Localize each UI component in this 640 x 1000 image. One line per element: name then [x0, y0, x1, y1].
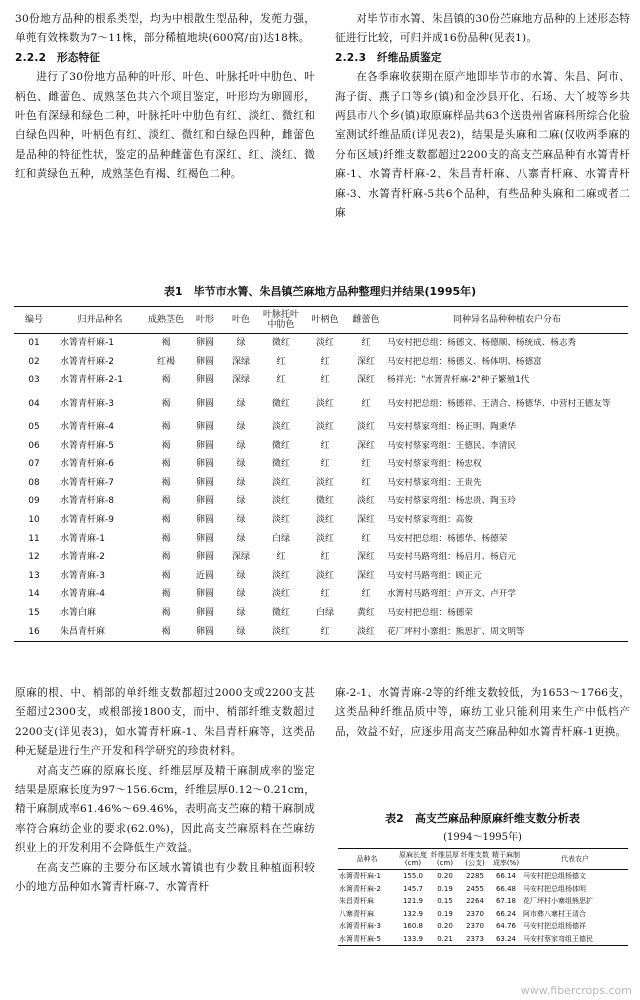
- table1-cell-dist: 马安村蔡家弯组：杨忠权: [387, 459, 482, 470]
- table1-cell-bud: 红: [361, 459, 371, 470]
- table2-cell-rate: 66.14: [495, 872, 517, 881]
- table2-cell-name: 水箐青杆麻-2: [339, 884, 381, 893]
- table2-cell-len: 160.8: [402, 922, 424, 931]
- table1-cell-bud: 红: [361, 589, 371, 600]
- table1-cell-shape: 卵圆: [195, 608, 214, 619]
- table1-cell-name: 朱昌青杆麻: [54, 622, 146, 641]
- paragraph: 在高支苎麻的主要分布区域水箐镇也有少数且种植面积较小的地方品种如水箐青杆麻-7、水箐青杆: [15, 861, 315, 894]
- table1-row: [14, 511, 628, 530]
- section-heading-2-2-3: 2.2.3 纤维品质鉴定: [335, 51, 442, 64]
- table1-cell-stem: 褐: [161, 533, 171, 544]
- text-column-left-top: [15, 10, 315, 185]
- table1-cell-name: 水箐青杆麻-9: [60, 515, 114, 526]
- table1-cell-no: 12: [28, 552, 40, 563]
- table2-cell-name: 朱昌青杆麻: [339, 897, 374, 906]
- table2-header: 原麻长度(cm): [396, 849, 430, 870]
- table1-cell-leaf: 深绿: [231, 375, 250, 386]
- table2-cell-count: 2370: [466, 909, 484, 918]
- table1-cell-name: 水箐青麻-4: [60, 589, 105, 600]
- table1-cell-midrib: 红: [276, 552, 286, 563]
- table1-cell-stem: 褐: [161, 398, 171, 409]
- table1-cell-shape: 卵圆: [195, 398, 214, 409]
- table1-cell-no: 13: [28, 570, 40, 581]
- table1-cell-dist: 水箐村马路弯组：卢开文、卢开学: [387, 589, 516, 600]
- paragraph: 在各季麻收获期在原产地即毕节市的水箐、朱昌、阿市、海子街、燕子口等乡(镇)和金沙县开化、石场、大丫坡等乡共两县市八个乡(镇)取原麻样品共63个送贵州省麻科所综合化验室测试纤维品质(详见表2)，结果是头麻和二麻(仅收两季麻的分布区域)纤维支数都超过2200支的高支苎麻品种有水箐青杆麻-1、水箐青杆麻-2、朱昌青杆麻、八寨青杆麻、水箐青杆麻-3、水箐青杆麻-5共6个品种，有些品种头麻和二麻或者二麻: [335, 71, 630, 220]
- table1-cell-shape: 卵圆: [195, 440, 214, 451]
- table2-row: [338, 883, 628, 896]
- table1-cell-petiole: 红: [320, 375, 330, 386]
- table1-cell-name: 水箐青杆麻-6: [60, 459, 114, 470]
- table1-cell-shape: 卵圆: [195, 589, 214, 600]
- table1-cell-stem: 褐: [161, 608, 171, 619]
- table1-cell-midrib: 白绿: [271, 533, 290, 544]
- table1-cell-bud: 红: [361, 398, 371, 409]
- table2-row: [338, 908, 628, 921]
- table2-cell-thick: 0.20: [437, 922, 453, 931]
- table2-cell-name: 水箐青杆麻-5: [338, 933, 396, 946]
- table2-cell-thick: 0.20: [437, 872, 453, 881]
- table1-cell-leaf: 绿: [236, 589, 246, 600]
- table1-cell-bud: 红: [361, 477, 371, 488]
- table2-cell-farmer: 马安村把总组杨体明: [523, 884, 586, 893]
- table1-cell-name: 水箐青杆麻-8: [60, 496, 114, 507]
- table1-cell-bud: 黄红: [356, 608, 375, 619]
- table2-cell-count: 2285: [466, 872, 484, 881]
- table1-cell-leaf: 绿: [236, 422, 246, 433]
- table1-row: [14, 585, 628, 604]
- table1-row: [14, 492, 628, 511]
- table2-cell-len: 145.7: [402, 884, 424, 893]
- table1-cell-midrib: 红: [276, 356, 286, 367]
- table1-cell-petiole: 红: [320, 552, 330, 563]
- table1-row: [14, 474, 628, 493]
- table1-header: 叶色: [224, 307, 258, 334]
- table1-cell-no: 15: [28, 608, 40, 619]
- table1-header: 成熟茎色: [146, 307, 186, 334]
- table1-cell-leaf: 绿: [236, 477, 246, 488]
- table1-cell-dist: 马安村蔡家弯组：杨忠贵、陶玉玲: [387, 496, 516, 507]
- table1-row: [14, 455, 628, 474]
- table1-cell-no: 03: [28, 375, 40, 386]
- table2-cell-len: 133.9: [396, 933, 430, 946]
- table1-cell-petiole: 淡红: [315, 477, 334, 488]
- table1-cell-leaf: 绿: [224, 622, 258, 641]
- table1-cell-leaf: 绿: [236, 459, 246, 470]
- table2-header: 精干麻制成率(%): [490, 849, 522, 870]
- table1-cell-petiole: 淡红: [315, 570, 334, 581]
- table1-cell-name: 水箐青麻-2: [60, 552, 105, 563]
- table1-cell-dist: 杨祥光："水箐青杆麻-2"种子繁殖1代: [387, 375, 530, 386]
- table1-cell-leaf: 绿: [236, 608, 246, 619]
- table1-cell-bud: 淡红: [346, 622, 386, 641]
- table1-cell-no: 07: [28, 459, 40, 470]
- table1-cell-stem: 褐: [161, 459, 171, 470]
- table1-cell-bud: 红: [361, 533, 371, 544]
- table1-cell-stem: 褐: [161, 477, 171, 488]
- table1-cell-leaf: 绿: [236, 533, 246, 544]
- table1-cell-name: 水箐青杆麻-1: [60, 338, 114, 349]
- table1-cell-stem: 褐: [161, 570, 171, 581]
- table1-cell-bud: 深红: [356, 570, 375, 581]
- table1-cell-stem: 褐: [161, 496, 171, 507]
- table2-cell-farmer: 马安村蔡家弯组王德民: [522, 933, 628, 946]
- table1-cell-midrib: 淡红: [271, 422, 290, 433]
- table2-row: [338, 920, 628, 933]
- table1-cell-shape: 卵圆: [195, 477, 214, 488]
- table2-cell-count: 2370: [466, 922, 484, 931]
- table1-cell-petiole: 淡红: [315, 533, 334, 544]
- paragraph: 对高支苎麻的原麻长度、纤维层厚及精干麻制成率的鉴定结果是原麻长度为97～156.6cm，纤维层厚0.12～0.21cm，精干麻制成率61.46%～69.46%，表明高支苎麻的精干麻制成率符合麻纺企业的要求(62.0%)，因此高支苎麻原料在苎麻纺织业上的开发利用不会降低生产效益。: [15, 764, 315, 855]
- table2-cell-farmer: 马安村把总组杨德祥: [523, 922, 586, 931]
- table1-cell-leaf: 绿: [236, 515, 246, 526]
- table1-cell-midrib: 微红: [271, 440, 290, 451]
- table1-header-row: [14, 307, 628, 334]
- table1-cell-name: 水箐青麻-3: [60, 570, 105, 581]
- table1-cell-petiole: 淡红: [315, 515, 334, 526]
- table1-cell-midrib: 淡红: [271, 496, 290, 507]
- table1-row: [14, 390, 628, 418]
- table1-cell-petiole: 红: [320, 589, 330, 600]
- table1-cell-bud: 深红: [356, 552, 375, 563]
- table1-cell-no: 06: [28, 440, 40, 451]
- table2-cell-thick: 0.19: [437, 909, 453, 918]
- table1-cell-stem: 褐: [146, 622, 186, 641]
- table1-cell-leaf: 绿: [236, 440, 246, 451]
- table1-row: [14, 418, 628, 437]
- text-column-left-bottom: [15, 684, 315, 897]
- table2-cell-thick: 0.15: [437, 897, 453, 906]
- table1-cell-name: 水箐青杆麻-5: [60, 440, 114, 451]
- table2-cell-rate: 63.24: [490, 933, 522, 946]
- table1-cell-bud: 深红: [356, 440, 375, 451]
- table1-cell-no: 04: [28, 398, 40, 409]
- table1-cell-bud: 淡红: [356, 422, 375, 433]
- table1-row: [14, 334, 628, 353]
- table2-cell-count: 2264: [466, 897, 484, 906]
- table1-cell-name: 水箐青杆麻-7: [60, 477, 114, 488]
- table1-cell-name: 水箐青杆麻-3: [60, 398, 114, 409]
- table1-row: [14, 622, 628, 641]
- table1-cell-no: 08: [28, 477, 40, 488]
- table1-header: 归并品种名: [54, 307, 146, 334]
- table1-cell-shape: 卵圆: [195, 422, 214, 433]
- table2: [338, 848, 628, 946]
- table1-cell-bud: 深红: [356, 356, 375, 367]
- table2-cell-rate: 66.24: [495, 909, 517, 918]
- table1-cell-name: 水箐青麻-1: [60, 533, 105, 544]
- table1-cell-petiole: 淡红: [315, 422, 334, 433]
- table1-cell-leaf: 绿: [236, 338, 246, 349]
- table1-row: [14, 436, 628, 455]
- paragraph: 进行了30份地方品种的叶形、叶色、叶脉托叶中肋色、叶柄色、雌蕾色、成熟茎色共六个项目鉴定，叶形均为卵圆形，叶色有深绿和绿色二种，叶脉托叶中肋色有红、淡红、微红和白绿色四种，叶柄色有红、淡红、微红和白绿色四种，雌蕾色是品种的特征性状，鉴定的品种雌蕾色有深红、红、淡红、微红和黄绿色五种，成熟茎色有褐、红褐色二种。: [15, 71, 315, 181]
- table1-cell-petiole: 红: [320, 440, 330, 451]
- table1-cell-dist: 马安村蔡家弯组：王德民、李清民: [387, 440, 516, 451]
- table2-cell-farmer: 马安村把总组杨德文: [523, 872, 586, 881]
- table2-cell-len: 121.9: [402, 897, 424, 906]
- table1-cell-midrib: 微红: [271, 338, 290, 349]
- table1-cell-midrib: 淡红: [271, 589, 290, 600]
- table2-cell-len: 132.9: [402, 909, 424, 918]
- table2-cell-name: 水箐青杆麻-3: [339, 922, 381, 931]
- table1-cell-midrib: 微红: [271, 608, 290, 619]
- table1-cell-stem: 褐: [161, 552, 171, 563]
- table1-row: [14, 371, 628, 390]
- table1-row: [14, 567, 628, 586]
- table1-cell-shape: 卵圆: [195, 375, 214, 386]
- table1-cell-dist: 马安村蔡家弯组：王贵先: [387, 477, 482, 488]
- table1-cell-stem: 褐: [161, 589, 171, 600]
- table1-cell-midrib: 淡红: [271, 515, 290, 526]
- table1-cell-leaf: 深绿: [231, 552, 250, 563]
- table2-cell-farmer: 花厂坪村小寨组熊思扩: [523, 897, 593, 906]
- table1-header: 叶柄色: [304, 307, 346, 334]
- table2-cell-rate: 64.76: [495, 922, 517, 931]
- table1-header: 叶形: [186, 307, 224, 334]
- table1-cell-midrib: 微红: [271, 398, 290, 409]
- table1-row: [14, 353, 628, 372]
- table1-cell-stem: 褐: [161, 338, 171, 349]
- table1-cell-bud: 深红: [356, 515, 375, 526]
- table2-header: 纤维支数(公支): [460, 849, 490, 870]
- table1-cell-no: 05: [28, 422, 40, 433]
- table1-cell-shape: 卵圆: [195, 552, 214, 563]
- table1-cell-dist: 马安村把总组：杨德祥、王清合、杨德华、中营村王德友等: [387, 398, 611, 409]
- table1-cell-petiole: 红: [304, 622, 346, 641]
- table1-cell-petiole: 白绿: [315, 608, 334, 619]
- table1-row: [14, 548, 628, 567]
- table1-cell-no: 01: [28, 338, 40, 349]
- table1-cell-shape: 卵圆: [195, 338, 214, 349]
- table1-cell-shape: 卵圆: [195, 515, 214, 526]
- table1-header: 同种异名品种种植农户分布: [386, 307, 628, 334]
- table1-cell-shape: 卵圆: [195, 356, 214, 367]
- table1-cell-midrib: 淡红: [271, 570, 290, 581]
- table1-cell-dist: 马安村把总组：杨德文、杨德顺、杨统成、杨志秀: [387, 338, 577, 349]
- table1-cell-shape: 卵圆: [195, 533, 214, 544]
- table1-cell-stem: 褐: [161, 375, 171, 386]
- table1-cell-bud: 深红: [356, 375, 375, 386]
- table1-cell-dist: 马安村把总组：杨德荣: [387, 608, 473, 619]
- table1-cell-shape: 卵圆: [195, 496, 214, 507]
- table1: [14, 306, 628, 642]
- table1-cell-leaf: 深绿: [231, 356, 250, 367]
- table1-cell-leaf: 绿: [236, 496, 246, 507]
- table1-cell-leaf: 绿: [236, 570, 246, 581]
- table2-cell-name: 水箐青杆麻-1: [339, 872, 381, 881]
- table2-row: [338, 870, 628, 883]
- table1-cell-name: 水箐青杆麻-2: [60, 356, 114, 367]
- table1-cell-stem: 褐: [161, 440, 171, 451]
- table1-cell-dist: 马安村把总组：杨德义、杨体明、杨德富: [387, 356, 542, 367]
- table2-header: 品种名: [338, 849, 396, 870]
- table1-cell-petiole: 淡红: [315, 338, 334, 349]
- table1-cell-petiole: 微红: [315, 496, 334, 507]
- table1-cell-no: 10: [28, 515, 40, 526]
- table1-header: 编号: [14, 307, 54, 334]
- table1-cell-name: 水箐白麻: [60, 608, 97, 619]
- table2-header: 纤维层厚(cm): [430, 849, 460, 870]
- table1-row: [14, 604, 628, 623]
- table2-cell-rate: 66.48: [495, 884, 517, 893]
- table2-cell-count: 2373: [460, 933, 490, 946]
- table1-cell-shape: 近圆: [195, 570, 214, 581]
- table1-cell-stem: 褐: [161, 515, 171, 526]
- table1-cell-stem: 红褐: [156, 356, 175, 367]
- table1-header: 雌蕾色: [346, 307, 386, 334]
- table2-cell-len: 155.0: [402, 872, 424, 881]
- watermark: www.fibercrops.com: [520, 984, 632, 997]
- table1-cell-name: 水箐青杆麻-4: [60, 422, 114, 433]
- table2-cell-count: 2455: [466, 884, 484, 893]
- table1-cell-no: 11: [28, 533, 40, 544]
- table2-cell-thick: 0.21: [430, 933, 460, 946]
- table1-cell-petiole: 红: [320, 459, 330, 470]
- table1-row: [14, 529, 628, 548]
- table1-cell-dist: 马安村蔡家弯组：高俊: [387, 515, 473, 526]
- table2-cell-thick: 0.19: [437, 884, 453, 893]
- table1-cell-shape: 卵圆: [195, 459, 214, 470]
- table1-cell-midrib: 红: [276, 375, 286, 386]
- table2-header: 代表农户: [522, 849, 628, 870]
- table2-cell-rate: 67.18: [495, 897, 517, 906]
- table1-cell-midrib: 微红: [271, 459, 290, 470]
- table2-cell-farmer: 阿市彝八寨村王清合: [523, 909, 586, 918]
- table1-cell-no: 14: [28, 589, 40, 600]
- table1-cell-bud: 红: [361, 338, 371, 349]
- table2-cell-name: 八寨青杆麻: [339, 909, 374, 918]
- table1-cell-stem: 褐: [161, 422, 171, 433]
- table1-cell-midrib: 淡红: [258, 622, 304, 641]
- table2-row: [338, 933, 628, 946]
- table2-subtitle: (1994～1995年): [443, 832, 522, 843]
- table2-row: [338, 895, 628, 908]
- table1-cell-dist: 马安村马路弯组：顾正元: [387, 570, 482, 581]
- text-column-right-bottom: [335, 684, 630, 742]
- table1-cell-leaf: 绿: [236, 398, 246, 409]
- table1-cell-bud: 淡红: [356, 496, 375, 507]
- table1-cell-name: 水箐青杆麻-2-1: [60, 375, 123, 386]
- table1-cell-no: 02: [28, 356, 40, 367]
- table2-caption: 表2 高支苎麻品种原麻纤维支数分析表: [385, 812, 580, 825]
- table1-cell-shape: 卵圆: [186, 622, 224, 641]
- paragraph: 30份地方品种的根系类型，均为中根散生型品种，发蔸力强，单蔸有效株数为7～11株，部分稀植地块(600窝/亩)达18株。: [15, 13, 315, 45]
- table1-cell-petiole: 红: [320, 356, 330, 367]
- table1-cell-dist: 马安村马路弯组：杨启月、杨启元: [387, 552, 516, 563]
- paragraph: 麻-2-1、水箐青麻-2等的纤维支数较低，为1653～1766支，这类品种纤维品质中等，麻纺工业只能利用来生产中低档产品，效益不好，应逐步用高支苎麻品种如水箐青杆麻-1更换。: [335, 687, 630, 738]
- table1-cell-dist: 马安村蔡家弯组：杨正明、陶秉华: [387, 422, 516, 433]
- table1-header: 叶脉托叶中肋色: [258, 307, 304, 334]
- paragraph: 原麻的根、中、梢部的单纤维支数都超过2000支或2200支甚至超过2300支，或根部接1800支，而中、梢部纤维支数超过2200支(详见表3)，如水箐青杆麻-1、朱昌青杆麻等，这类品种无疑是进行生产开发和科学研究的珍贵材料。: [15, 687, 315, 758]
- text-column-right-top: [335, 10, 630, 223]
- table2-header-row: [338, 849, 628, 870]
- table1-cell-petiole: 淡红: [315, 398, 334, 409]
- paragraph: 对毕节市水箐、朱昌镇的30份苎麻地方品种的上述形态特征进行比较，可归并成16份品种(见表1)。: [335, 13, 630, 45]
- table1-cell-dist: 马安村把总组：杨德华、杨德荣: [387, 533, 508, 544]
- table1-cell-midrib: 淡红: [271, 477, 290, 488]
- table1-cell-no: 09: [28, 496, 40, 507]
- table1-caption: 表1 毕节市水箐、朱昌镇苎麻地方品种整理归并结果(1995年): [163, 285, 477, 298]
- section-heading-2-2-2: 2.2.2 形态特征: [15, 51, 101, 64]
- table1-cell-dist: 花厂坪村小寨组：熊思扩、周文明等: [386, 622, 628, 641]
- table1-cell-no: 16: [14, 622, 54, 641]
